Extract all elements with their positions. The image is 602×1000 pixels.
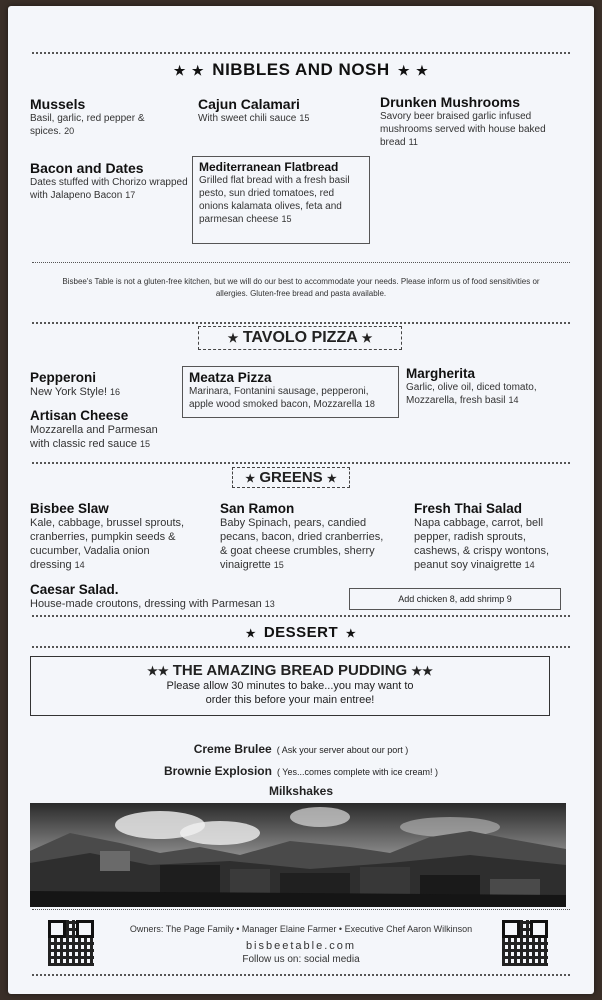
divider (32, 909, 570, 910)
star-icon: ★ (227, 331, 239, 345)
menu-item-artisan-cheese (30, 408, 180, 451)
divider (32, 262, 570, 263)
item-desc: Napa cabbage, carrot, bell pepper, radish sprouts, cashews, & crispy wontons, peanut soy vinaigrette (414, 517, 550, 571)
allergy-note: Bisbee's Table is not a gluten-free kitchen, but we will do our best to accommodate your needs. Please inform us of food sensitivities or allergies. Gluten-free bread and pasta available. (62, 277, 540, 298)
section-title-text: DESSERT (263, 624, 339, 641)
item-desc: Savory beer braised garlic infused mushrooms served with house baked bread (380, 111, 546, 148)
star-icon: ★ (173, 63, 186, 78)
item-price: 14 (74, 560, 85, 570)
star-icon: ★ (191, 63, 205, 78)
star-icon: ★ (245, 473, 256, 485)
item-name: Artisan Cheese (30, 408, 129, 423)
item-name: Caesar Salad. (30, 582, 119, 597)
item-price: 18 (364, 399, 375, 409)
divider (32, 615, 570, 617)
item-desc: Basil, garlic, red pepper & spices. (30, 113, 145, 137)
menu-item-bisbee-slaw (30, 501, 200, 572)
star-icon: ★ (397, 63, 411, 78)
star-icon: ★ (411, 664, 423, 678)
item-price: 15 (299, 113, 310, 123)
feature-title: THE AMAZING BREAD PUDDING (172, 662, 408, 679)
item-desc: New York Style! (30, 386, 108, 398)
item-price: 15 (140, 439, 151, 449)
star-icon: ★ (422, 664, 433, 678)
item-name: Fresh Thai Salad (414, 501, 523, 516)
item-name: Mussels (30, 96, 86, 112)
star-icon: ★ (326, 473, 337, 485)
star-icon: ★ (361, 331, 373, 345)
section-title-nibbles (8, 60, 594, 80)
menu-item-margherita (406, 366, 566, 407)
menu-item-meatza-pizza (182, 366, 399, 418)
addon-box: Add chicken 8, add shrimp 9 (349, 588, 561, 610)
divider (32, 462, 570, 464)
item-name: Drunken Mushrooms (380, 94, 521, 110)
item-name: Cajun Calamari (198, 96, 300, 112)
item-name: Creme Brulee (193, 742, 272, 756)
divider (32, 322, 570, 324)
item-name: Margherita (406, 366, 476, 381)
menu-item-cajun-calamari (198, 96, 348, 125)
item-desc: Dates stuffed with Chorizo wrapped with Jalapeno Bacon (30, 177, 188, 201)
item-price: 15 (273, 560, 284, 570)
menu-item-fresh-thai-salad (414, 501, 574, 572)
star-icon: ★ (345, 628, 357, 640)
item-price: 13 (264, 599, 275, 609)
star-icon: ★ (157, 664, 169, 678)
item-name: Pepperoni (30, 370, 97, 385)
item-price: 20 (64, 126, 75, 136)
item-desc: Mozzarella and Parmesan with classic red sauce (30, 424, 158, 450)
menu-item-mediterranean-flatbread (192, 156, 370, 244)
item-price: 16 (110, 387, 121, 397)
feature-desc: Please allow 30 minutes to bake...you may want to order this before your main entree! (166, 680, 414, 706)
qr-code-icon[interactable] (48, 920, 94, 966)
owners-credit: Owners: The Page Family • Manager Elaine Farmer • Executive Chef Aaron Wilkinson (129, 924, 473, 934)
town-panorama-image (30, 803, 566, 907)
item-note: ( Ask your server about our port ) (276, 745, 409, 755)
item-desc: Grilled flat bread with a fresh basil pesto, sun dried tomatoes, red onions kalamata olives, feta and parmesan cheese (199, 175, 350, 225)
item-name: Bisbee Slaw (30, 501, 109, 516)
bread-pudding-feature (30, 656, 550, 716)
menu-item-drunken-mushrooms (380, 94, 555, 149)
item-price: 11 (408, 137, 418, 147)
item-name: San Ramon (220, 501, 295, 516)
item-name: Meatza Pizza (189, 370, 272, 385)
section-title-text: NIBBLES AND NOSH (212, 60, 390, 79)
menu-item-mussels (30, 96, 160, 138)
website-link[interactable]: bisbeetable.com (245, 940, 357, 952)
star-icon: ★ (245, 628, 257, 640)
section-title-dessert (8, 624, 594, 641)
item-price: 15 (281, 214, 292, 224)
menu-page (8, 6, 594, 994)
section-title-greens (232, 467, 350, 488)
star-icon: ★ (147, 664, 158, 678)
item-name: Milkshakes (268, 784, 334, 798)
item-desc: Kale, cabbage, brussel sprouts, cranberries, pumpkin seeds & cucumber, Vadalia onion dressing (30, 517, 185, 571)
divider (32, 646, 570, 648)
section-title-text: TAVOLO PIZZA (242, 329, 358, 346)
item-note: ( Yes...comes complete with ice cream! ) (276, 767, 439, 777)
item-price: 14 (524, 560, 535, 570)
item-desc: With sweet chili sauce (198, 113, 297, 124)
divider (32, 974, 570, 976)
menu-item-pepperoni (30, 370, 180, 399)
menu-item-san-ramon (220, 501, 390, 572)
social-follow: Follow us on: social media (242, 954, 360, 965)
item-name: Brownie Explosion (163, 764, 272, 778)
item-desc: Marinara, Fontanini sausage, pepperoni, apple wood smoked bacon, Mozzarella (189, 386, 369, 410)
dessert-item-brownie (8, 764, 594, 778)
item-price: 14 (508, 395, 519, 405)
menu-item-bacon-dates (30, 160, 195, 202)
dessert-item-creme-brulee (8, 742, 594, 756)
item-name: Bacon and Dates (30, 160, 144, 176)
item-desc: Garlic, olive oil, diced tomato, Mozzarella, fresh basil (406, 382, 537, 406)
star-icon: ★ (416, 63, 429, 78)
section-title-text: GREENS (259, 469, 323, 486)
divider (32, 52, 570, 54)
dessert-item-milkshakes (8, 784, 594, 798)
item-price: 17 (125, 190, 136, 200)
item-desc: Baby Spinach, pears, candied pecans, bacon, dried cranberries, & goat cheese crumbles, sherry vinaigrette (220, 517, 384, 571)
menu-item-caesar-salad (30, 582, 340, 611)
section-title-pizza (198, 326, 402, 350)
item-name: Mediterranean Flatbread (199, 160, 339, 174)
item-desc: House-made croutons, dressing with Parmesan (30, 598, 262, 610)
qr-code-icon[interactable] (502, 920, 548, 966)
